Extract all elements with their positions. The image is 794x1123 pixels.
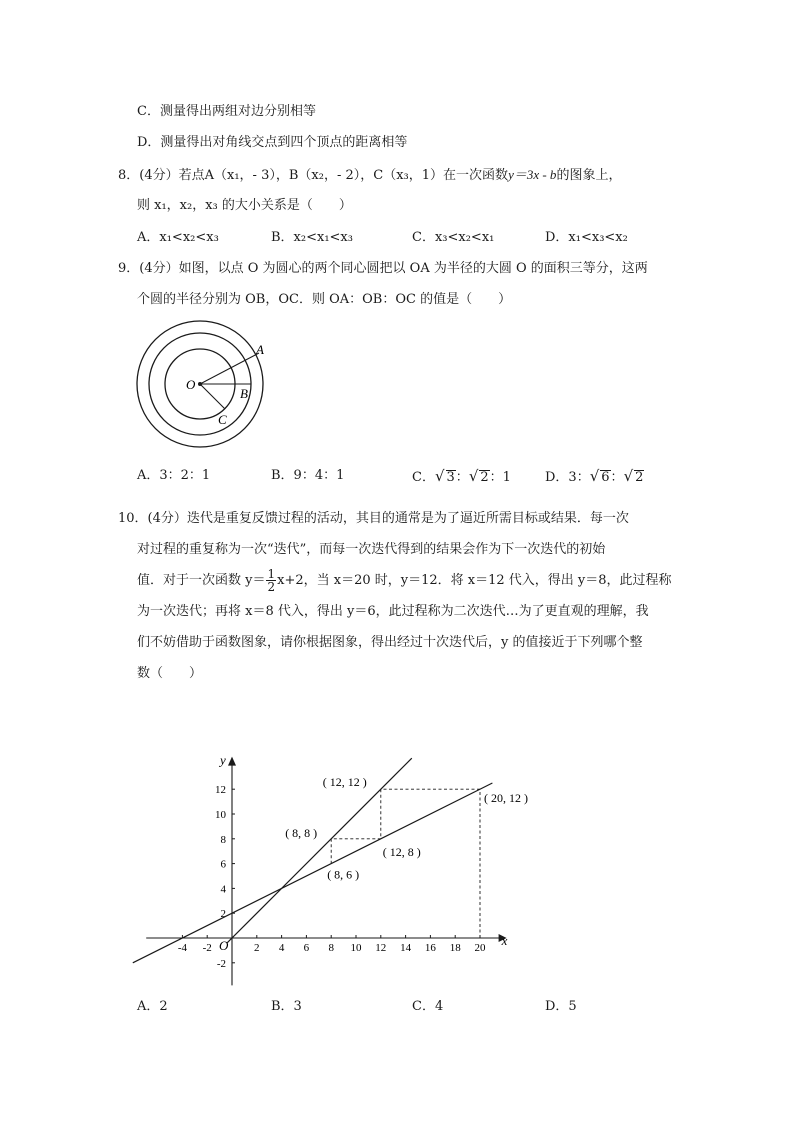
q8-tail: ）在一次函数 — [430, 168, 509, 183]
x-tick-label: -4 — [177, 942, 187, 954]
point-label: ( 20, 12 ) — [484, 791, 528, 806]
q10-option-a: A．2 — [137, 999, 168, 1014]
label-c: C — [218, 412, 227, 427]
sqrt-icon: √ — [434, 467, 445, 485]
point-label: ( 12, 8 ) — [382, 844, 421, 859]
y-tick-label: 4 — [220, 883, 226, 896]
sqrt-icon: √ — [623, 467, 634, 485]
concentric-circles-figure — [130, 314, 270, 454]
radius-oc — [200, 384, 225, 409]
y-tick-label: 8 — [220, 833, 226, 846]
x-tick-label: 10 — [350, 942, 362, 954]
y-tick-label: -2 — [216, 957, 226, 970]
point-labels — [285, 775, 528, 881]
dashed-guides — [331, 789, 480, 938]
q7-option-c: C．测量得出两组对边分别相等 — [137, 104, 316, 119]
q8-option-b: B．x₂<x₁<x₃ — [271, 230, 353, 245]
q8-point-a: A（x₁，- 3）， — [204, 168, 289, 183]
x-tick-label: -2 — [202, 942, 212, 954]
y-tick-label: 6 — [220, 858, 226, 871]
origin-label: O — [219, 938, 229, 953]
y-axis-label: y — [220, 752, 226, 768]
q10-stem-line-3: 值．对于一次函数 y＝ $\frac{1}{2}$ x+2，当 x＝20 时，y＝12．将 x＝12 代入，得出 y＝8，此过程称 — [137, 567, 672, 594]
q8-end: 的图象上， — [556, 168, 622, 183]
q9-stem-line-1: 9．(4分）如图，以点 O 为圆心的两个同心圆把以 OA 为半径的大圆 O 的面积三等分，这两 — [118, 261, 648, 276]
x-tick-label: 16 — [424, 942, 436, 954]
q8-function: y＝3x - b — [508, 167, 557, 182]
q8-option-a: A．x₁<x₂<x₃ — [137, 230, 219, 245]
x-tick-label: 4 — [278, 942, 285, 954]
x-tick-label: 14 — [400, 942, 412, 954]
q9-option-b: B．9：4：1 — [271, 468, 345, 483]
fraction-half: $\frac{1}{2}$ — [267, 567, 276, 594]
q8-stem-line-2: 则 x₁，x₂，x₃ 的大小关系是（ ） — [137, 198, 352, 213]
x-tick-label: 6 — [303, 942, 310, 954]
q10-stem-line-2: 对过程的重复称为一次“迭代”，而每一次迭代得到的结果会作为下一次迭代的初始 — [137, 542, 606, 557]
q10-option-c: C．4 — [412, 999, 444, 1014]
x-tick-label: 2 — [254, 942, 260, 954]
q8-option-c: C．x₃<x₂<x₁ — [412, 230, 495, 245]
x-axis-label: x — [501, 933, 508, 948]
q8-point-c: C（x₃，1 — [373, 168, 431, 183]
label-o: O — [186, 377, 196, 392]
label-b: B — [240, 386, 248, 401]
q10-stem-line-5: 们不妨借助于函数图象，请你根据图象，得出经过十次迭代后，y 的值接近于下列哪个整 — [137, 635, 643, 650]
y-tick-label: 12 — [215, 784, 226, 797]
q9-option-d: D．3：√ 6：√ 2 — [545, 467, 644, 485]
q8-point-b: B（x₂，- 2）， — [288, 168, 374, 183]
x-tick-label: 20 — [474, 942, 486, 954]
y-axis-arrow-icon — [228, 757, 236, 766]
x-tick-label: 8 — [328, 942, 334, 954]
q7-option-d: D．测量得出对角线交点到四个顶点的距离相等 — [137, 135, 408, 150]
q9-option-c: C．√ 3：√ 2：1 — [412, 467, 511, 485]
x-tick-label: 12 — [375, 942, 387, 954]
q10-option-b: B．3 — [271, 999, 302, 1014]
label-a: A — [256, 342, 264, 357]
q10-option-d: D．5 — [545, 999, 577, 1014]
q9-option-a: A．3：2：1 — [137, 468, 211, 483]
q10-stem-line-4: 为一次迭代；再将 x＝8 代入，得出 y＝6，此过程称为二次迭代…为了更直观的理解，我 — [137, 604, 649, 619]
point-label: ( 8, 6 ) — [327, 867, 360, 882]
function-lines — [133, 758, 493, 963]
y-tick-label: 10 — [215, 809, 226, 821]
q10-stem-line-1: 10．(4分）迭代是重复反馈过程的活动，其目的通常是为了逼近所需目标或结果．每一次 — [118, 511, 629, 526]
y-tick-label: 2 — [220, 908, 226, 921]
q8-option-d: D．x₁<x₃<x₂ — [545, 230, 628, 245]
q8-prefix: 8．(4分）若点 — [118, 168, 205, 183]
sqrt-icon: √ — [468, 467, 479, 485]
line-half-x-plus-2 — [133, 783, 493, 963]
iteration-graph — [120, 720, 560, 995]
sqrt-icon: √ — [589, 467, 600, 485]
q9-stem-line-2: 个圆的半径分别为 OB，OC．则 OA：OB：OC 的值是（ ） — [137, 292, 512, 307]
center-point — [198, 382, 202, 386]
q10-stem-line-6: 数（ ） — [137, 666, 203, 681]
point-label: ( 8, 8 ) — [285, 825, 318, 840]
x-tick-label: 18 — [449, 942, 461, 954]
q8-stem-line-1 — [118, 165, 621, 186]
point-label: ( 12, 12 ) — [322, 775, 367, 790]
